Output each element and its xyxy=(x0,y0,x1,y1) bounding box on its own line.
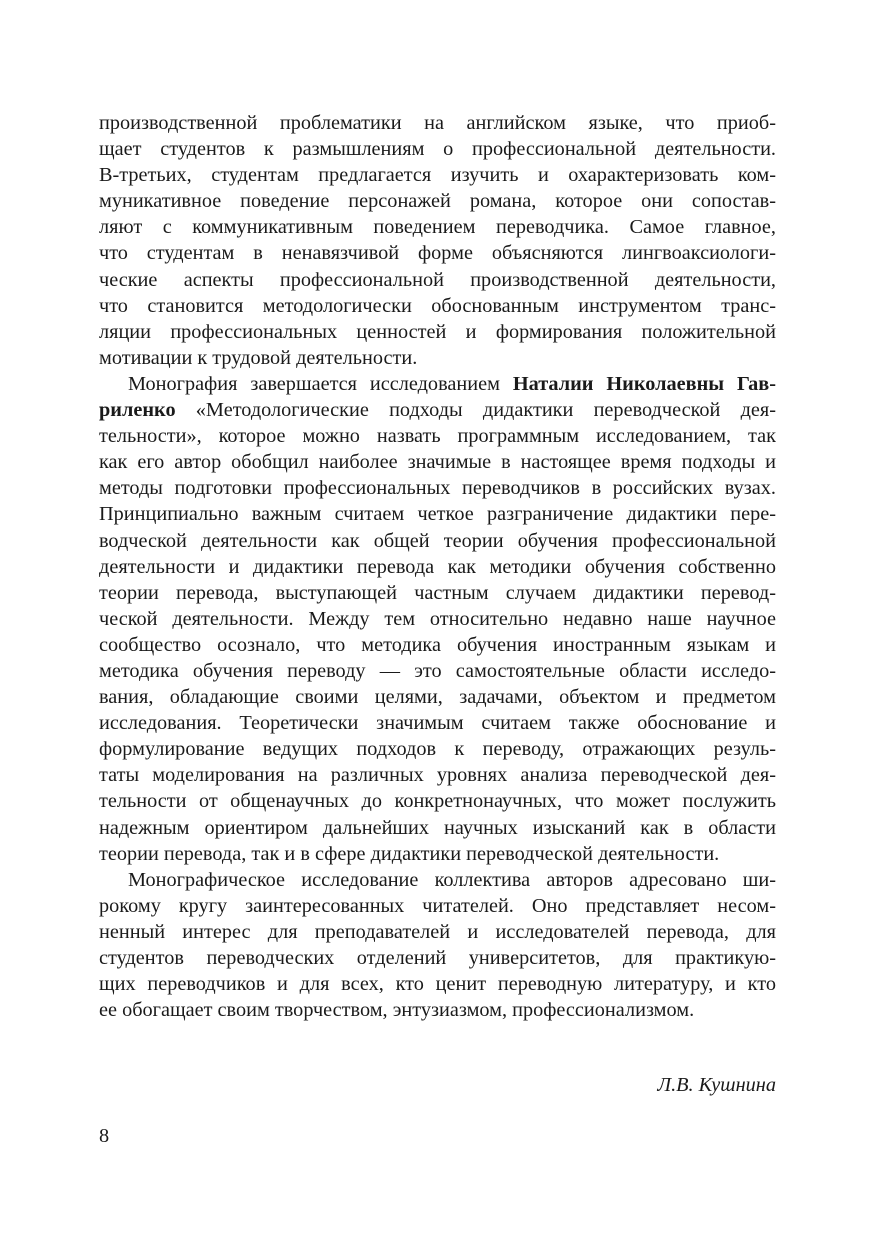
text-line: муникативное поведение персонажей романа, которое они сопостав- xyxy=(99,190,776,213)
text-line: щает студентов к размышлениям о профессиональной деятельности. xyxy=(99,138,776,161)
text-line: вания, обладающие своими целями, задачами, объектом и предметом xyxy=(99,686,776,709)
page-number: 8 xyxy=(99,1125,110,1147)
text-line: ческой деятельности. Между тем относительно недавно наше научное xyxy=(99,607,776,630)
text-line: щих переводчиков и для всех, кто ценит переводную литературу, и кто xyxy=(99,973,776,996)
paragraph-1 xyxy=(99,110,776,371)
author-name-bold: Наталии Николаевны Гав- xyxy=(512,372,776,395)
text-line: надежным ориентиром дальнейших научных изысканий как в области xyxy=(99,816,776,839)
text-line: теории перевода, так и в сфере дидактики переводческой деятельности. xyxy=(99,842,720,865)
text-line: ляют с коммуникативным поведением переводчика. Самое главное, xyxy=(99,216,776,239)
text-line: ческие аспекты профессиональной производственной деятельности, xyxy=(99,268,776,291)
text-run: «Методологические подходы дидактики переводческой дея- xyxy=(175,399,776,422)
text-line: исследования. Теоретически значимым считаем также обоснование и xyxy=(99,712,776,735)
text-line xyxy=(99,371,776,397)
text-line: таты моделирования на различных уровнях анализа переводческой дея- xyxy=(99,764,776,787)
text-line: методы подготовки профессиональных переводчиков в российских вузах. xyxy=(99,477,776,500)
text-line: ляции профессиональных ценностей и формирования положительной xyxy=(99,320,776,343)
text-line: что студентам в ненавязчивой форме объясняются лингвоаксиологи- xyxy=(99,242,776,265)
paragraph-3 xyxy=(99,867,776,1024)
text-line: рокому кругу заинтересованных читателей. Оно представляет несом- xyxy=(99,894,776,917)
text-line: формулирование ведущих подходов к переводу, отражающих резуль- xyxy=(99,738,776,761)
body-text xyxy=(99,110,776,1023)
text-line: студентов переводческих отделений университетов, для практикую- xyxy=(99,947,776,969)
author-signature: Л.В. Кушнина xyxy=(657,1074,776,1096)
text-line: ненный интерес для преподавателей и исследователей перевода, для xyxy=(99,920,776,943)
paragraph-2 xyxy=(99,371,776,867)
text-line: мотивации к трудовой деятельности. xyxy=(99,346,418,369)
text-line: тельности», которое можно назвать программным исследованием, так xyxy=(99,425,776,448)
text-line: как его автор обобщил наиболее значимые в настоящее время подходы и xyxy=(99,451,776,474)
text-line: сообщество осознало, что методика обучения иностранным языкам и xyxy=(99,633,776,656)
text-line: водческой деятельности как общей теории обучения профессиональной xyxy=(99,529,776,552)
text-line: Монографическое исследование коллектива авторов адресовано ши- xyxy=(128,868,776,891)
text-line: деятельности и дидактики перевода как методики обучения собственно xyxy=(99,555,776,578)
text-line: теории перевода, выступающей частным случаем дидактики перевод- xyxy=(99,581,776,604)
text-line: производственной проблематики на английском языке, что приоб- xyxy=(99,112,776,134)
text-line: методика обучения переводу — это самостоятельные области исследо- xyxy=(99,659,776,682)
text-line: тельности от общенаучных до конкретнонаучных, что может послужить xyxy=(99,790,776,813)
text-line: что становится методологически обоснованным инструментом транс- xyxy=(99,294,776,317)
text-line xyxy=(99,397,776,423)
author-name-bold: риленко xyxy=(99,399,176,422)
text-run: Монография завершается исследованием xyxy=(128,372,513,395)
text-line: Принципиально важным считаем четкое разграничение дидактики пере- xyxy=(99,503,776,526)
text-line: В-третьих, студентам предлагается изучить и охарактеризовать ком- xyxy=(99,164,776,187)
text-line: ее обогащает своим творчеством, энтузиазмом, профессионализмом. xyxy=(99,999,695,1022)
